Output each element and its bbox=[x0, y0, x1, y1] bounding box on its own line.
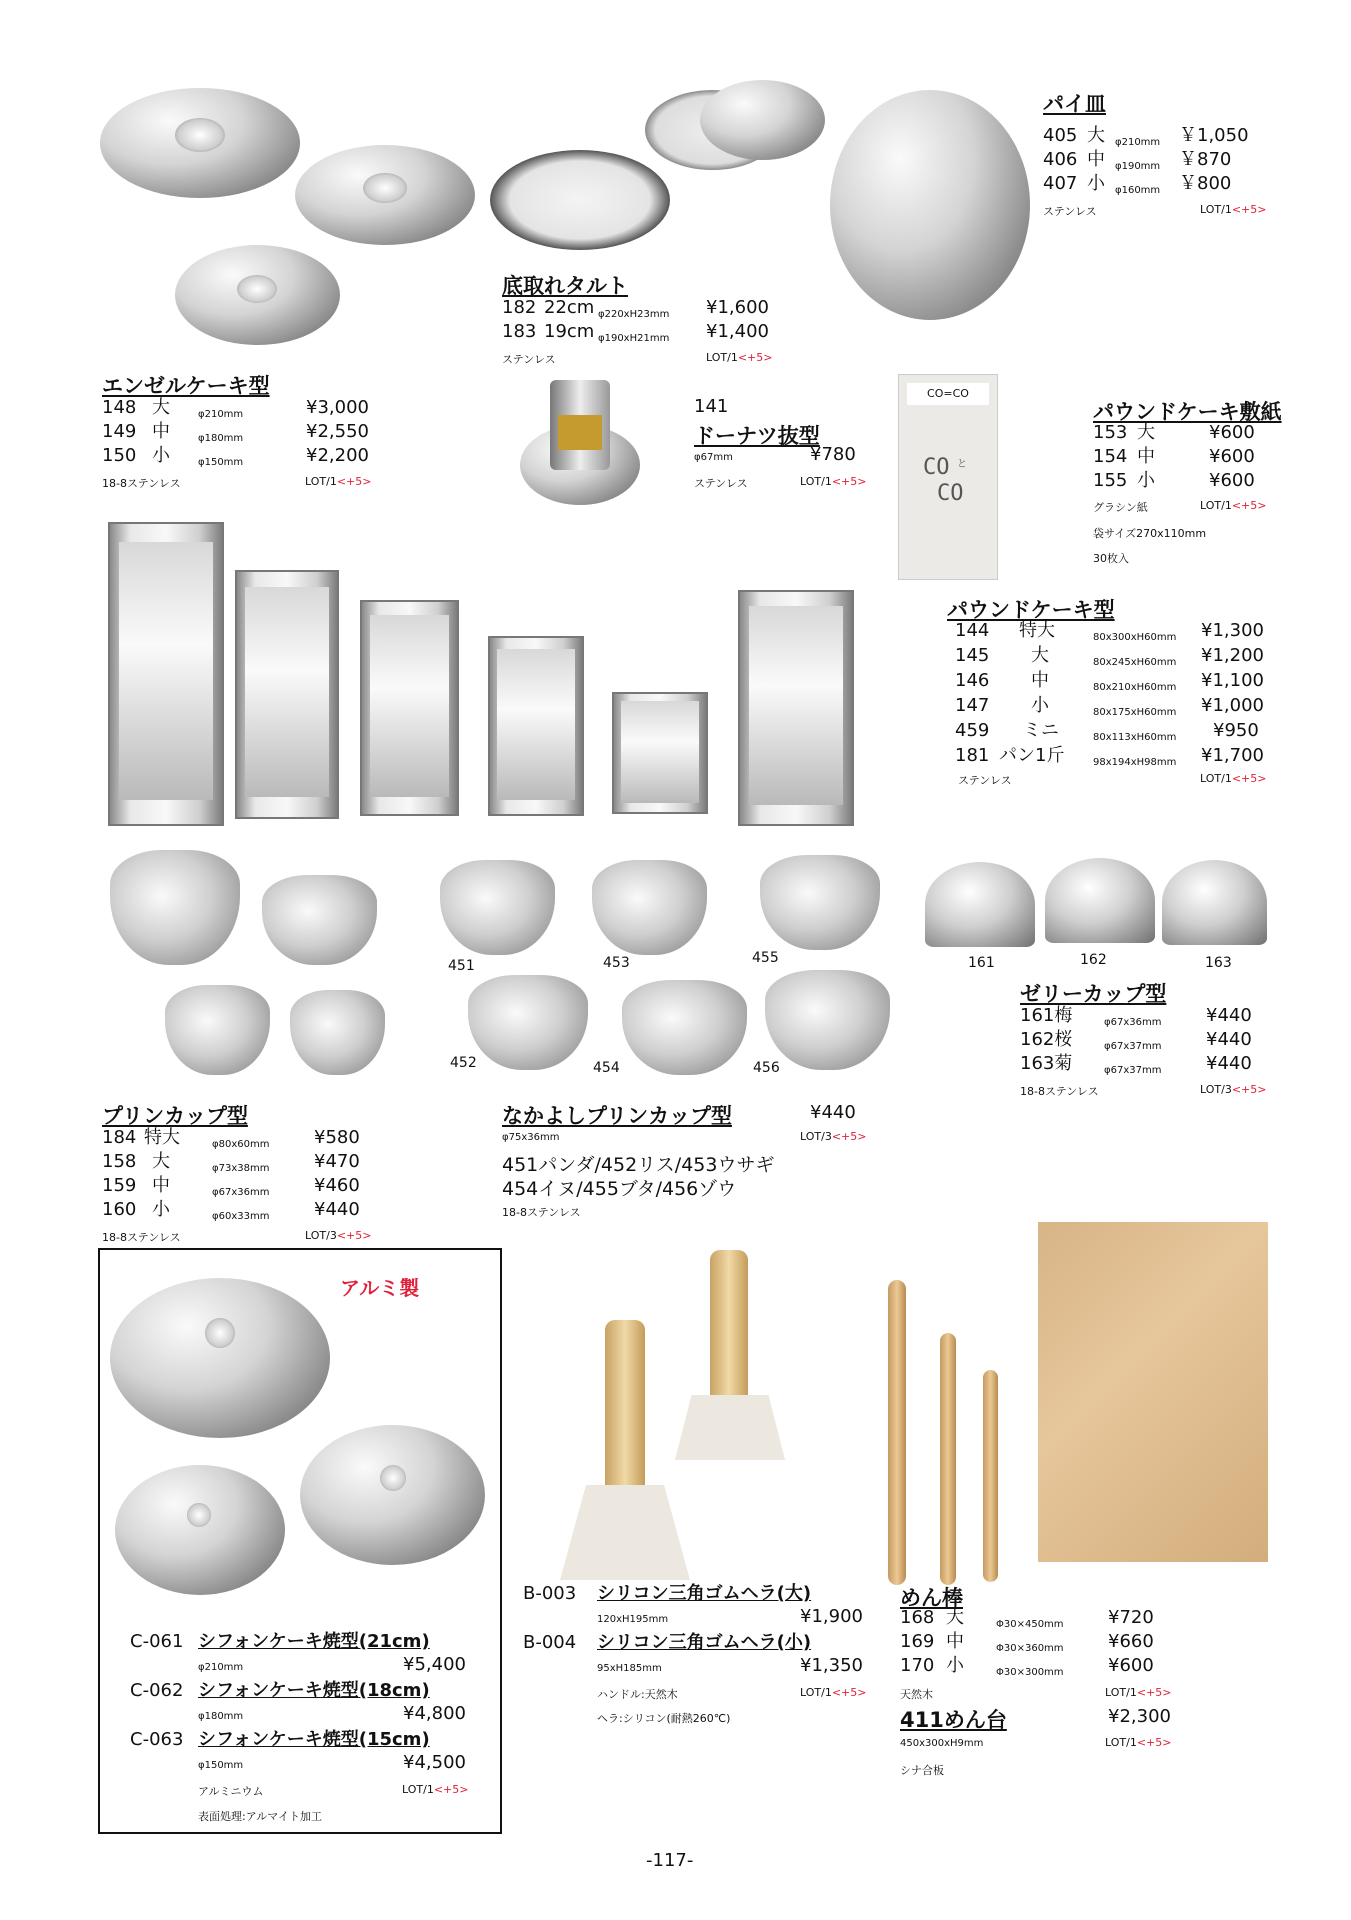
angel-pan-medium-photo bbox=[295, 145, 475, 245]
pudding-cup-160-photo bbox=[290, 990, 385, 1075]
pound-pan-459-photo bbox=[612, 692, 708, 814]
nakayoshi-label-453: 453 bbox=[603, 955, 630, 971]
pound-price: ¥1,300 bbox=[1201, 620, 1264, 641]
pound-paper-size: 小 bbox=[1137, 470, 1155, 491]
spatula-handle: ハンドル:天然木 bbox=[597, 1688, 678, 1701]
donut-title: ドーナツ抜型 bbox=[694, 424, 820, 448]
board-photo bbox=[1038, 1222, 1268, 1562]
nakayoshi-price: ¥440 bbox=[810, 1102, 856, 1123]
jelly-code: 161梅 bbox=[1020, 1005, 1073, 1026]
pound-dim: 80x245xH60mm bbox=[1093, 657, 1177, 668]
chiffon-price-c061: ¥5,400 bbox=[403, 1654, 466, 1675]
angel-pan-small-photo bbox=[175, 245, 340, 345]
pound-paper-code: 154 bbox=[1093, 446, 1128, 467]
pound-price: ¥1,000 bbox=[1201, 695, 1264, 716]
pound-size: 大 bbox=[1031, 645, 1049, 666]
angel-price: ¥2,550 bbox=[306, 421, 369, 442]
nakayoshi-line2: 454イヌ/455ブタ/456ゾウ bbox=[502, 1178, 737, 1200]
pound-code: 144 bbox=[955, 620, 990, 641]
pound-size: パン1斤 bbox=[999, 745, 1065, 766]
jelly-price: ¥440 bbox=[1206, 1053, 1252, 1074]
pudding-price: ¥440 bbox=[314, 1199, 360, 1220]
pie-lot: LOT/1<+5> bbox=[1200, 203, 1267, 216]
pound-pan-181-photo bbox=[738, 590, 854, 826]
chiffon-name: シフォンケーキ焼型(18cm) bbox=[198, 1680, 430, 1701]
chiffon-code: C-062 bbox=[130, 1680, 184, 1701]
tart-title: 底取れタルト bbox=[502, 274, 628, 298]
spatula-price-b004: ¥1,350 bbox=[800, 1655, 863, 1676]
pound-paper-price: ¥600 bbox=[1209, 470, 1255, 491]
angel-price: ¥2,200 bbox=[306, 445, 369, 466]
chiffon-badge: アルミ製 bbox=[340, 1276, 420, 1300]
pound-pan-144-photo bbox=[108, 522, 224, 826]
pie-plate-photo bbox=[830, 90, 1030, 320]
pound-code: 146 bbox=[955, 670, 990, 691]
donut-lot: LOT/1<+5> bbox=[800, 475, 867, 488]
nakayoshi-label-456: 456 bbox=[753, 1060, 780, 1076]
pie-code: 407 bbox=[1043, 173, 1078, 194]
pound-lot: LOT/1<+5> bbox=[1200, 772, 1267, 785]
rolling-pin-large-photo bbox=[888, 1280, 906, 1585]
nakayoshi-455-photo bbox=[760, 855, 880, 950]
donut-code: 141 bbox=[694, 396, 729, 417]
jelly-lot: LOT/3<+5> bbox=[1200, 1083, 1267, 1096]
tart-dim: φ220xH23mm bbox=[598, 309, 670, 320]
rolling-pin-price: ¥600 bbox=[1108, 1655, 1154, 1676]
tart-code: 182 bbox=[502, 297, 537, 318]
pound-code: 145 bbox=[955, 645, 990, 666]
pound-paper-count: 30枚入 bbox=[1093, 552, 1129, 565]
chiffon-code: C-063 bbox=[130, 1729, 184, 1750]
pie-title: パイ皿 bbox=[1043, 92, 1106, 116]
pie-code: 406 bbox=[1043, 149, 1078, 170]
pudding-price: ¥580 bbox=[314, 1127, 360, 1148]
donut-material: ステンレス bbox=[694, 477, 748, 490]
pound-paper-size: 大 bbox=[1137, 422, 1155, 443]
pound-size: 中 bbox=[1031, 670, 1049, 691]
tart-material: ステンレス bbox=[502, 353, 556, 366]
tart-lot: LOT/1<+5> bbox=[706, 351, 773, 364]
angel-material: 18-8ステンレス bbox=[102, 477, 181, 490]
donut-cutter-photo bbox=[520, 380, 640, 510]
pudding-cup-158-photo bbox=[262, 875, 377, 965]
nakayoshi-title: なかよしプリンカップ型 bbox=[502, 1104, 732, 1128]
pound-paper-code: 153 bbox=[1093, 422, 1128, 443]
board-price: ¥2,300 bbox=[1108, 1706, 1171, 1727]
pudding-code: 158 bbox=[102, 1151, 137, 1172]
tart-dim: φ190xH21mm bbox=[598, 333, 670, 344]
spatula-name: シリコン三角ゴムヘラ(大) bbox=[597, 1583, 812, 1604]
nakayoshi-label-452: 452 bbox=[450, 1055, 477, 1071]
package-logo-line1: CO bbox=[923, 455, 950, 480]
pound-paper-package-photo bbox=[898, 374, 998, 580]
pudding-lot: LOT/3<+5> bbox=[305, 1229, 372, 1242]
spatula-small-photo bbox=[675, 1250, 785, 1460]
jelly-price: ¥440 bbox=[1206, 1005, 1252, 1026]
jelly-material: 18-8ステンレス bbox=[1020, 1085, 1099, 1098]
jelly-label-161: 161 bbox=[968, 955, 995, 971]
angel-dim: φ150mm bbox=[198, 457, 244, 468]
pound-paper-price: ¥600 bbox=[1209, 422, 1255, 443]
pound-dim: 80x113xH60mm bbox=[1093, 732, 1177, 743]
pie-price: ￥870 bbox=[1179, 149, 1232, 170]
pound-size: 特大 bbox=[1019, 620, 1055, 641]
chiffon-price-c063: ¥4,500 bbox=[403, 1752, 466, 1773]
pie-price: ￥1,050 bbox=[1179, 125, 1249, 146]
angel-size: 小 bbox=[152, 445, 170, 466]
jelly-cup-161-photo bbox=[925, 862, 1035, 947]
pound-paper-title: パウンドケーキ敷紙 bbox=[1093, 400, 1282, 424]
pound-dim: 80x210xH60mm bbox=[1093, 682, 1177, 693]
nakayoshi-material: 18-8ステンレス bbox=[502, 1206, 581, 1219]
rolling-pin-lot: LOT/1<+5> bbox=[1105, 1686, 1172, 1699]
pudding-price: ¥470 bbox=[314, 1151, 360, 1172]
chiffon-name: シフォンケーキ焼型(15cm) bbox=[198, 1729, 430, 1750]
angel-pan-large-photo bbox=[100, 88, 300, 198]
pound-price: ¥1,200 bbox=[1201, 645, 1264, 666]
nakayoshi-451-photo bbox=[440, 860, 555, 955]
angel-code: 148 bbox=[102, 397, 137, 418]
pound-code: 147 bbox=[955, 695, 990, 716]
pound-pan-145-photo bbox=[235, 570, 339, 819]
pie-material: ステンレス bbox=[1043, 205, 1097, 218]
tart-price: ¥1,400 bbox=[706, 321, 769, 342]
pound-price: ¥1,100 bbox=[1201, 670, 1264, 691]
pudding-size: 中 bbox=[152, 1175, 170, 1196]
tart-code: 183 bbox=[502, 321, 537, 342]
chiffon-finish: 表面処理:アルマイト加工 bbox=[198, 1810, 323, 1823]
nakayoshi-453-photo bbox=[592, 860, 707, 955]
chiffon-dim-c062: φ180mm bbox=[198, 1711, 244, 1722]
pound-paper-price: ¥600 bbox=[1209, 446, 1255, 467]
package-logo-line2: CO bbox=[937, 481, 964, 506]
pound-dim: 80x300xH60mm bbox=[1093, 632, 1177, 643]
chiffon-name: シフォンケーキ焼型(21cm) bbox=[198, 1631, 430, 1652]
board-material: シナ合板 bbox=[900, 1764, 944, 1777]
chiffon-material: アルミニウム bbox=[198, 1785, 264, 1798]
tart-price: ¥1,600 bbox=[706, 297, 769, 318]
spatula-lot: LOT/1<+5> bbox=[800, 1686, 867, 1699]
nakayoshi-label-455: 455 bbox=[752, 950, 779, 966]
pie-size: 中 bbox=[1087, 149, 1105, 170]
chiffon-pan-15-photo bbox=[115, 1465, 285, 1595]
pound-pan-146-photo bbox=[360, 600, 459, 816]
pudding-code: 160 bbox=[102, 1199, 137, 1220]
pound-paper-bag-size: 袋サイズ270x110mm bbox=[1093, 527, 1207, 540]
chiffon-dim-c063: φ150mm bbox=[198, 1760, 244, 1771]
donut-dim: φ67mm bbox=[694, 452, 733, 463]
angel-code: 149 bbox=[102, 421, 137, 442]
jelly-code: 162桜 bbox=[1020, 1029, 1073, 1050]
pudding-size: 特大 bbox=[144, 1127, 180, 1148]
rolling-pin-material: 天然木 bbox=[900, 1688, 933, 1701]
rolling-pin-code: 168 bbox=[900, 1607, 935, 1628]
pie-dim: φ160mm bbox=[1115, 185, 1161, 196]
pudding-material: 18-8ステンレス bbox=[102, 1231, 181, 1244]
pound-title: パウンドケーキ型 bbox=[947, 598, 1115, 622]
rolling-pin-size: 大 bbox=[946, 1607, 964, 1628]
pie-code: 405 bbox=[1043, 125, 1078, 146]
rolling-pin-title: めん棒 bbox=[900, 1586, 963, 1610]
angel-dim: φ180mm bbox=[198, 433, 244, 444]
pound-size: ミニ bbox=[1023, 720, 1059, 741]
jelly-price: ¥440 bbox=[1206, 1029, 1252, 1050]
page-number: -117- bbox=[646, 1850, 694, 1871]
rolling-pin-price: ¥660 bbox=[1108, 1631, 1154, 1652]
pudding-price: ¥460 bbox=[314, 1175, 360, 1196]
jelly-cup-163-photo bbox=[1162, 860, 1267, 945]
jelly-dim: φ67x36mm bbox=[1104, 1017, 1162, 1028]
jelly-code: 163菊 bbox=[1020, 1053, 1073, 1074]
package-brand: CO=CO bbox=[907, 383, 989, 405]
spatula-code: B-004 bbox=[523, 1632, 577, 1653]
rolling-pin-small-photo bbox=[983, 1370, 998, 1582]
pudding-dim: φ80x60mm bbox=[212, 1139, 270, 1150]
spatula-dim-b003: 120xH195mm bbox=[597, 1614, 669, 1625]
pudding-title: プリンカップ型 bbox=[102, 1104, 248, 1128]
spatula-blade: ヘラ:シリコン(耐熱260℃) bbox=[597, 1712, 731, 1725]
jelly-label-162: 162 bbox=[1080, 952, 1107, 968]
nakayoshi-line1: 451パンダ/452リス/453ウサギ bbox=[502, 1154, 775, 1176]
chiffon-price-c062: ¥4,800 bbox=[403, 1703, 466, 1724]
pudding-dim: φ67x36mm bbox=[212, 1187, 270, 1198]
pie-size: 小 bbox=[1087, 173, 1105, 194]
board-lot: LOT/1<+5> bbox=[1105, 1736, 1172, 1749]
chiffon-pan-21-photo bbox=[110, 1278, 330, 1438]
board-dim: 450x300xH9mm bbox=[900, 1738, 984, 1749]
pound-pan-147-photo bbox=[488, 636, 584, 816]
tart-bottom-photo bbox=[700, 80, 825, 160]
jelly-dim: φ67x37mm bbox=[1104, 1065, 1162, 1076]
rolling-pin-price: ¥720 bbox=[1108, 1607, 1154, 1628]
spatula-dim-b004: 95xH185mm bbox=[597, 1663, 662, 1674]
pound-material: ステンレス bbox=[958, 774, 1012, 787]
nakayoshi-452-photo bbox=[468, 975, 588, 1070]
spatula-large-photo bbox=[560, 1320, 690, 1580]
pound-paper-code: 155 bbox=[1093, 470, 1128, 491]
nakayoshi-dim: φ75x36mm bbox=[502, 1132, 560, 1143]
tart-size: 19cm bbox=[544, 321, 595, 342]
pudding-dim: φ60x33mm bbox=[212, 1211, 270, 1222]
pudding-code: 184 bbox=[102, 1127, 137, 1148]
jelly-cup-162-photo bbox=[1045, 858, 1155, 943]
rolling-pin-code: 169 bbox=[900, 1631, 935, 1652]
nakayoshi-lot: LOT/3<+5> bbox=[800, 1130, 867, 1143]
pound-paper-size: 中 bbox=[1137, 446, 1155, 467]
pound-price: ¥950 bbox=[1213, 720, 1259, 741]
jelly-title: ゼリーカップ型 bbox=[1020, 982, 1167, 1006]
tart-pan-photo bbox=[490, 150, 670, 250]
pie-dim: φ210mm bbox=[1115, 137, 1161, 148]
angel-price: ¥3,000 bbox=[306, 397, 369, 418]
chiffon-lot: LOT/1<+5> bbox=[402, 1783, 469, 1796]
pudding-code: 159 bbox=[102, 1175, 137, 1196]
spatula-code: B-003 bbox=[523, 1583, 577, 1604]
pudding-dim: φ73x38mm bbox=[212, 1163, 270, 1174]
rolling-pin-dim: Φ30×450mm bbox=[996, 1619, 1064, 1630]
jelly-dim: φ67x37mm bbox=[1104, 1041, 1162, 1052]
rolling-pin-dim: Φ30×360mm bbox=[996, 1643, 1064, 1654]
rolling-pin-size: 中 bbox=[946, 1631, 964, 1652]
board-title: 411めん台 bbox=[900, 1708, 1007, 1732]
chiffon-dim-c061: φ210mm bbox=[198, 1662, 244, 1673]
pound-code: 459 bbox=[955, 720, 990, 741]
angel-size: 大 bbox=[152, 397, 170, 418]
rolling-pin-code: 170 bbox=[900, 1655, 935, 1676]
pound-paper-material: グラシン紙 bbox=[1093, 501, 1148, 514]
pound-size: 小 bbox=[1031, 695, 1049, 716]
rolling-pin-size: 小 bbox=[946, 1655, 964, 1676]
pie-dim: φ190mm bbox=[1115, 161, 1161, 172]
nakayoshi-label-454: 454 bbox=[593, 1060, 620, 1076]
chiffon-pan-18-photo bbox=[300, 1425, 485, 1565]
donut-price: ¥780 bbox=[810, 444, 856, 465]
angel-size: 中 bbox=[152, 421, 170, 442]
pudding-size: 小 bbox=[152, 1199, 170, 1220]
tart-size: 22cm bbox=[544, 297, 595, 318]
pudding-size: 大 bbox=[152, 1151, 170, 1172]
pound-price: ¥1,700 bbox=[1201, 745, 1264, 766]
nakayoshi-label-451: 451 bbox=[448, 958, 475, 974]
chiffon-code: C-061 bbox=[130, 1631, 184, 1652]
pudding-cup-159-photo bbox=[165, 985, 270, 1075]
nakayoshi-456-photo bbox=[765, 970, 890, 1070]
jelly-label-163: 163 bbox=[1205, 955, 1232, 971]
pound-paper-lot: LOT/1<+5> bbox=[1200, 499, 1267, 512]
pie-size: 大 bbox=[1087, 125, 1105, 146]
pie-price: ￥800 bbox=[1179, 173, 1232, 194]
pudding-cup-184-photo bbox=[110, 850, 240, 965]
nakayoshi-454-photo bbox=[622, 980, 747, 1075]
angel-code: 150 bbox=[102, 445, 137, 466]
spatula-name: シリコン三角ゴムヘラ(小) bbox=[597, 1632, 812, 1653]
angel-title: エンゼルケーキ型 bbox=[102, 374, 270, 398]
spatula-price-b003: ¥1,900 bbox=[800, 1606, 863, 1627]
rolling-pin-dim: Φ30×300mm bbox=[996, 1667, 1064, 1678]
pound-dim: 80x175xH60mm bbox=[1093, 707, 1177, 718]
rolling-pin-medium-photo bbox=[940, 1333, 956, 1585]
pound-code: 181 bbox=[955, 745, 990, 766]
pound-dim: 98x194xH98mm bbox=[1093, 757, 1177, 768]
package-mark: と bbox=[957, 459, 967, 470]
angel-lot: LOT/1<+5> bbox=[305, 475, 372, 488]
angel-dim: φ210mm bbox=[198, 409, 244, 420]
